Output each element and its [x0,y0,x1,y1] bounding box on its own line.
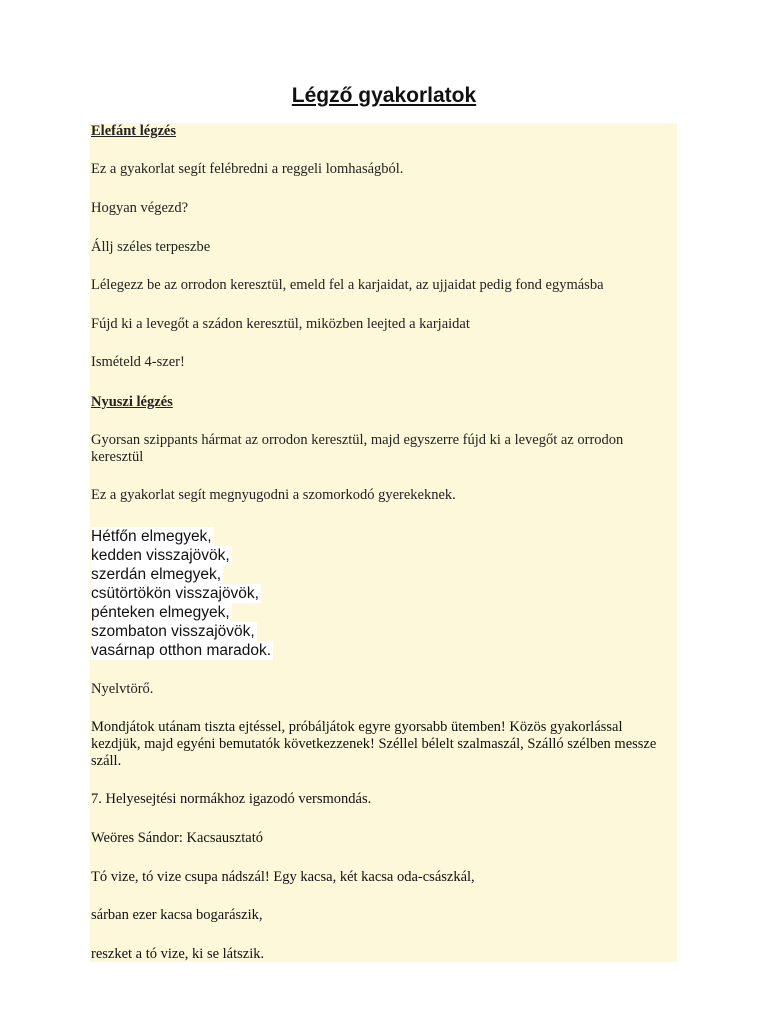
poem-line: vasárnap otthon maradok. [91,642,272,659]
poem-line: szombaton visszajövök, [91,623,255,640]
poem-line: Hétfőn elmegyek, [91,528,212,545]
page-title: Légző gyakorlatok [291,84,477,107]
section-heading-nyuszi: Nyuszi légzés [91,394,173,410]
section-heading-elefant: Elefánt légzés [91,123,176,139]
poem-author-line: Weöres Sándor: Kacsausztató [91,830,263,846]
poem-line: csütörtökön visszajövök, [91,585,259,602]
poem-line: szerdán elmegyek, [91,566,222,583]
text-line: Fújd ki a levegőt a szádon keresztül, miközben leejted a karjaidat [91,316,470,332]
verse-line: reszket a tó vize, ki se látszik. [91,946,265,962]
poem-line: pénteken elmegyek, [91,604,230,621]
text-line: Lélegezz be az orrodon keresztül, emeld fel a karjaidat, az ujjaidat pedig fond egymásba [91,277,604,293]
text-line: Hogyan végezd? [91,200,189,216]
instruction-paragraph: Gyorsan szippants hármat az orrodon keresztül, majd egyszerre fújd ki a levegőt az orrodon keresztül [91,432,624,465]
text-line: Állj széles terpeszbe [91,239,211,255]
tongue-twister-paragraph: Mondjátok utánam tiszta ejtéssel, próbáljátok egyre gyorsabb ütemben! Közös gyakorlással kezdjük, majd egyéni bemutatók következzenek! Széllel bélelt szalmaszál, Szálló szélben messze száll. [91,719,657,769]
text-line: Ez a gyakorlat segít megnyugodni a szomorkodó gyerekeknek. [91,487,456,503]
tongue-twister-label: Nyelvtörő. [91,681,154,697]
list-item-7: 7. Helyesejtési normákhoz igazodó versmondás. [91,791,372,807]
verse-line: Tó vize, tó vize csupa nádszál! Egy kacsa, két kacsa oda-császkál, [91,869,475,885]
poem-line: kedden visszajövök, [91,547,230,564]
text-line: Ismételd 4-szer! [91,354,185,370]
poem-block [91,527,273,660]
verse-line: sárban ezer kacsa bogarászik, [91,907,263,923]
text-line: Ez a gyakorlat segít felébredni a reggeli lomhaságból. [91,161,404,177]
